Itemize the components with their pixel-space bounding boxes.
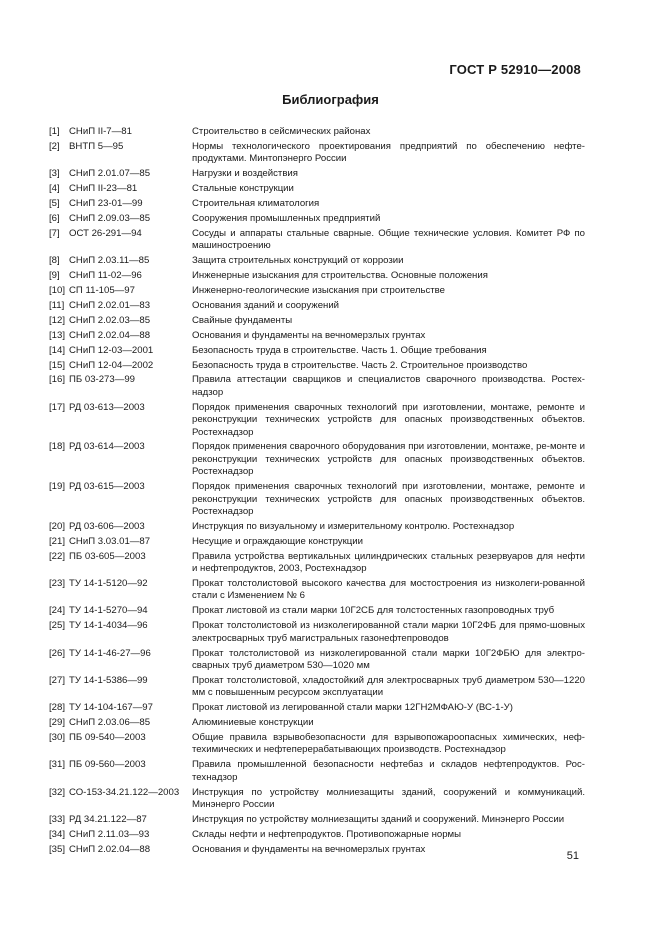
reference-code: ВНТП 5—95 <box>69 140 124 152</box>
reference-title: Сосуды и аппараты стальные сварные. Общие технические условия. Комитет РФ по машиностроению <box>192 227 585 252</box>
reference-title: Строительство в сейсмических районах <box>192 126 371 137</box>
reference-item <box>49 315 585 327</box>
reference-title: Прокат толстолистовой из низколегированной стали марки 10Г2ФБ для прямо-шовных электросварных труб магистральных газонефтепроводов <box>192 620 585 644</box>
reference-number: [26] <box>49 647 66 659</box>
reference-code: РД 03-614—2003 <box>69 441 145 453</box>
page-number: 51 <box>566 850 579 862</box>
reference-title: Прокат толстолистовой высокого качества для мостостроения из низколеги-рованной стали с Изменением № 6 <box>192 578 585 602</box>
reference-item <box>49 360 585 372</box>
reference-code: СНиП 2.03.06—85 <box>69 717 151 729</box>
reference-item <box>49 844 585 856</box>
reference-number: [12] <box>49 314 66 326</box>
reference-number: [9] <box>49 270 60 282</box>
reference-title: Защита строительных конструкций от коррозии <box>192 255 404 267</box>
reference-item <box>49 198 585 210</box>
reference-title: Правила промышленной безопасности нефтебаз и складов нефтепродуктов. Рос-технадзор <box>192 759 585 783</box>
reference-title: Порядок применения сварочных технологий при изготовлении, монтаже, ремонте и реконструкции технических устройств для опасных производственных объектов. Ростехнадзор <box>192 401 585 438</box>
reference-number: [7] <box>49 227 60 239</box>
reference-code: СО-153-34.21.122—2003 <box>69 786 180 798</box>
reference-code: СНиП 3.03.01—87 <box>69 535 151 547</box>
reference-item <box>49 345 585 357</box>
reference-title: Прокат листовой из легированной стали марки 12ГН2МФАЮ-У (ВС-1-У) <box>192 702 513 714</box>
reference-item <box>49 183 585 195</box>
reference-number: [22] <box>49 550 66 562</box>
reference-item <box>49 814 585 826</box>
reference-number: [32] <box>49 786 66 798</box>
reference-title: Инструкция по устройству молниезащиты зданий, сооружений и коммуникаций. Минэнерго России <box>192 786 585 810</box>
reference-code: ТУ 14-1-5386—99 <box>69 674 148 686</box>
reference-number: [25] <box>49 620 66 632</box>
reference-number: [24] <box>49 605 66 617</box>
reference-title: Прокат толстолистовой, хладостойкий для электросварных труб диаметром 530—1220 мм с повышенным ресурсом эксплуатации <box>192 674 585 699</box>
reference-code: ТУ 14-1-46-27—96 <box>69 647 151 659</box>
reference-number: [19] <box>49 481 66 493</box>
reference-title: Строительная климатология <box>192 198 320 210</box>
reference-number: [14] <box>49 344 66 356</box>
reference-title: Основания и фундаменты на вечномерзлых грунтах <box>192 329 426 341</box>
reference-item <box>49 402 585 439</box>
reference-number: [5] <box>49 198 60 210</box>
reference-title: Порядок применения сварочного оборудования при изготовлении, монтаже, ре-монте и реконструкции технических устройств для опасных производственных объектов. Ростехнадзор <box>192 441 585 478</box>
reference-number: [34] <box>49 828 66 840</box>
reference-code: СНиП 2.01.07—85 <box>69 168 151 180</box>
reference-code: СНиП 12-04—2002 <box>69 359 154 371</box>
reference-title: Нормы технологического проектирования предприятий по обеспечению нефте-продуктами. Минтопэнерго России <box>192 140 585 165</box>
reference-number: [13] <box>49 329 66 341</box>
reference-title: Свайные фундаменты <box>192 314 293 326</box>
reference-code: СНиП 23-01—99 <box>69 198 143 210</box>
bibliography-list <box>49 126 585 859</box>
reference-title: Правила аттестации сварщиков и специалистов сварочного производства. Ростех-надзор <box>192 374 585 398</box>
reference-number: [16] <box>49 374 66 386</box>
reference-code: СНиП 2.09.03—85 <box>69 212 151 224</box>
reference-item <box>49 702 585 714</box>
reference-code: СНиП 2.02.01—83 <box>69 299 151 311</box>
reference-number: [30] <box>49 731 66 743</box>
document-code: ГОСТ Р 52910—2008 <box>449 62 581 77</box>
reference-code: ТУ 14-1-5120—92 <box>69 578 148 589</box>
reference-item <box>49 521 585 533</box>
reference-item <box>49 441 585 478</box>
reference-code: СНиП 12-03—2001 <box>69 344 154 356</box>
reference-item <box>49 605 585 617</box>
reference-number: [2] <box>49 140 60 152</box>
reference-item <box>49 285 585 297</box>
reference-code: ТУ 14-1-5270—94 <box>69 605 148 617</box>
reference-item <box>49 620 585 645</box>
reference-code: ПБ 03-605—2003 <box>69 550 146 562</box>
reference-number: [11] <box>49 299 65 311</box>
reference-title: Инструкция по визуальному и измерительному контролю. Ростехнадзор <box>192 520 515 532</box>
reference-title: Несущие и ограждающие конструкции <box>192 535 364 547</box>
reference-code: СНиП II-7—81 <box>69 126 132 137</box>
reference-code: СП 11-105—97 <box>69 284 135 296</box>
reference-number: [3] <box>49 168 60 180</box>
reference-item <box>49 551 585 576</box>
reference-item <box>49 270 585 282</box>
reference-code: СНиП 2.02.04—88 <box>69 329 151 341</box>
reference-item <box>49 213 585 225</box>
reference-title: Основания зданий и сооружений <box>192 299 340 311</box>
reference-code: ПБ 03-273—99 <box>69 374 135 386</box>
reference-number: [1] <box>49 126 60 137</box>
reference-item <box>49 126 585 138</box>
reference-item <box>49 300 585 312</box>
reference-title: Алюминиевые конструкции <box>192 717 314 729</box>
reference-number: [35] <box>49 843 66 855</box>
reference-code: ТУ 14-104-167—97 <box>69 702 153 714</box>
reference-title: Основания и фундаменты на вечномерзлых грунтах <box>192 843 426 855</box>
reference-title: Нагрузки и воздействия <box>192 168 298 180</box>
reference-item <box>49 481 585 518</box>
reference-number: [6] <box>49 212 60 224</box>
reference-title: Прокат толстолистовой из низколегированной стали марки 10Г2ФБЮ для электро-сварных труб диаметром 530—1020 мм <box>192 647 585 671</box>
reference-title: Инженерные изыскания для строительства. Основные положения <box>192 270 488 282</box>
reference-item <box>49 787 585 812</box>
reference-number: [21] <box>49 535 66 547</box>
reference-code: ПБ 09-560—2003 <box>69 759 146 771</box>
reference-title: Порядок применения сварочных технологий при изготовлении, монтаже, ремонте и реконструкции технических устройств для опасных производственных объектов. Ростехнадзор <box>192 481 585 517</box>
reference-title: Безопасность труда в строительстве. Часть 2. Строительное производство <box>192 359 528 371</box>
reference-item <box>49 228 585 253</box>
reference-code: РД 03-615—2003 <box>69 481 145 493</box>
reference-title: Безопасность труда в строительстве. Часть 1. Общие требования <box>192 344 487 356</box>
reference-item <box>49 330 585 342</box>
reference-number: [29] <box>49 717 66 729</box>
reference-item <box>49 759 585 784</box>
reference-code: СНиП 2.02.04—88 <box>69 843 151 855</box>
reference-item <box>49 648 585 673</box>
reference-code: РД 03-613—2003 <box>69 401 145 413</box>
reference-number: [15] <box>49 359 66 371</box>
reference-number: [10] <box>49 284 66 296</box>
reference-number: [31] <box>49 759 66 771</box>
reference-item <box>49 578 585 603</box>
reference-title: Прокат листовой из стали марки 10Г2СБ для толстостенных газопроводных труб <box>192 605 555 617</box>
reference-code: РД 03-606—2003 <box>69 520 145 532</box>
reference-code: СНиП II-23—81 <box>69 183 138 195</box>
reference-number: [33] <box>49 813 66 825</box>
reference-number: [18] <box>49 441 66 453</box>
reference-item <box>49 141 585 166</box>
reference-number: [17] <box>49 401 66 413</box>
reference-title: Склады нефти и нефтепродуктов. Противопожарные нормы <box>192 828 462 840</box>
reference-code: СНиП 2.03.11—85 <box>69 255 150 267</box>
reference-title: Стальные конструкции <box>192 183 294 195</box>
reference-number: [4] <box>49 183 60 195</box>
reference-item <box>49 675 585 700</box>
reference-title: Сооружения промышленных предприятий <box>192 212 381 224</box>
reference-number: [8] <box>49 255 60 267</box>
reference-title: Правила устройства вертикальных цилиндрических стальных резервуаров для нефти и нефтепродуктов, 2003, Ростехнадзор <box>192 550 585 575</box>
reference-item <box>49 168 585 180</box>
reference-item <box>49 829 585 841</box>
reference-code: ПБ 09-540—2003 <box>69 731 146 743</box>
reference-item <box>49 255 585 267</box>
reference-item <box>49 732 585 757</box>
reference-title: Общие правила взрывобезопасности для взрывопожароопасных химических, неф-техимических и нефтеперерабатывающих производств. Ростехнадзор <box>192 731 585 756</box>
reference-code: РД 34.21.122—87 <box>69 813 147 825</box>
reference-item <box>49 536 585 548</box>
page-title: Библиография <box>282 92 379 107</box>
reference-code: СНиП 11-02—96 <box>69 270 142 282</box>
reference-item <box>49 717 585 729</box>
reference-number: [27] <box>49 674 66 686</box>
reference-code: ТУ 14-1-4034—96 <box>69 620 148 632</box>
reference-code: ОСТ 26-291—94 <box>69 227 142 239</box>
reference-title: Инструкция по устройству молниезащиты зданий и сооружений. Минэнерго России <box>192 813 565 825</box>
reference-code: СНиП 2.11.03—93 <box>69 828 150 840</box>
reference-number: [28] <box>49 702 66 714</box>
reference-number: [23] <box>49 578 66 589</box>
reference-title: Инженерно-геологические изыскания при строительстве <box>192 284 445 296</box>
reference-item <box>49 374 585 399</box>
reference-number: [20] <box>49 520 66 532</box>
reference-code: СНиП 2.02.03—85 <box>69 314 151 326</box>
